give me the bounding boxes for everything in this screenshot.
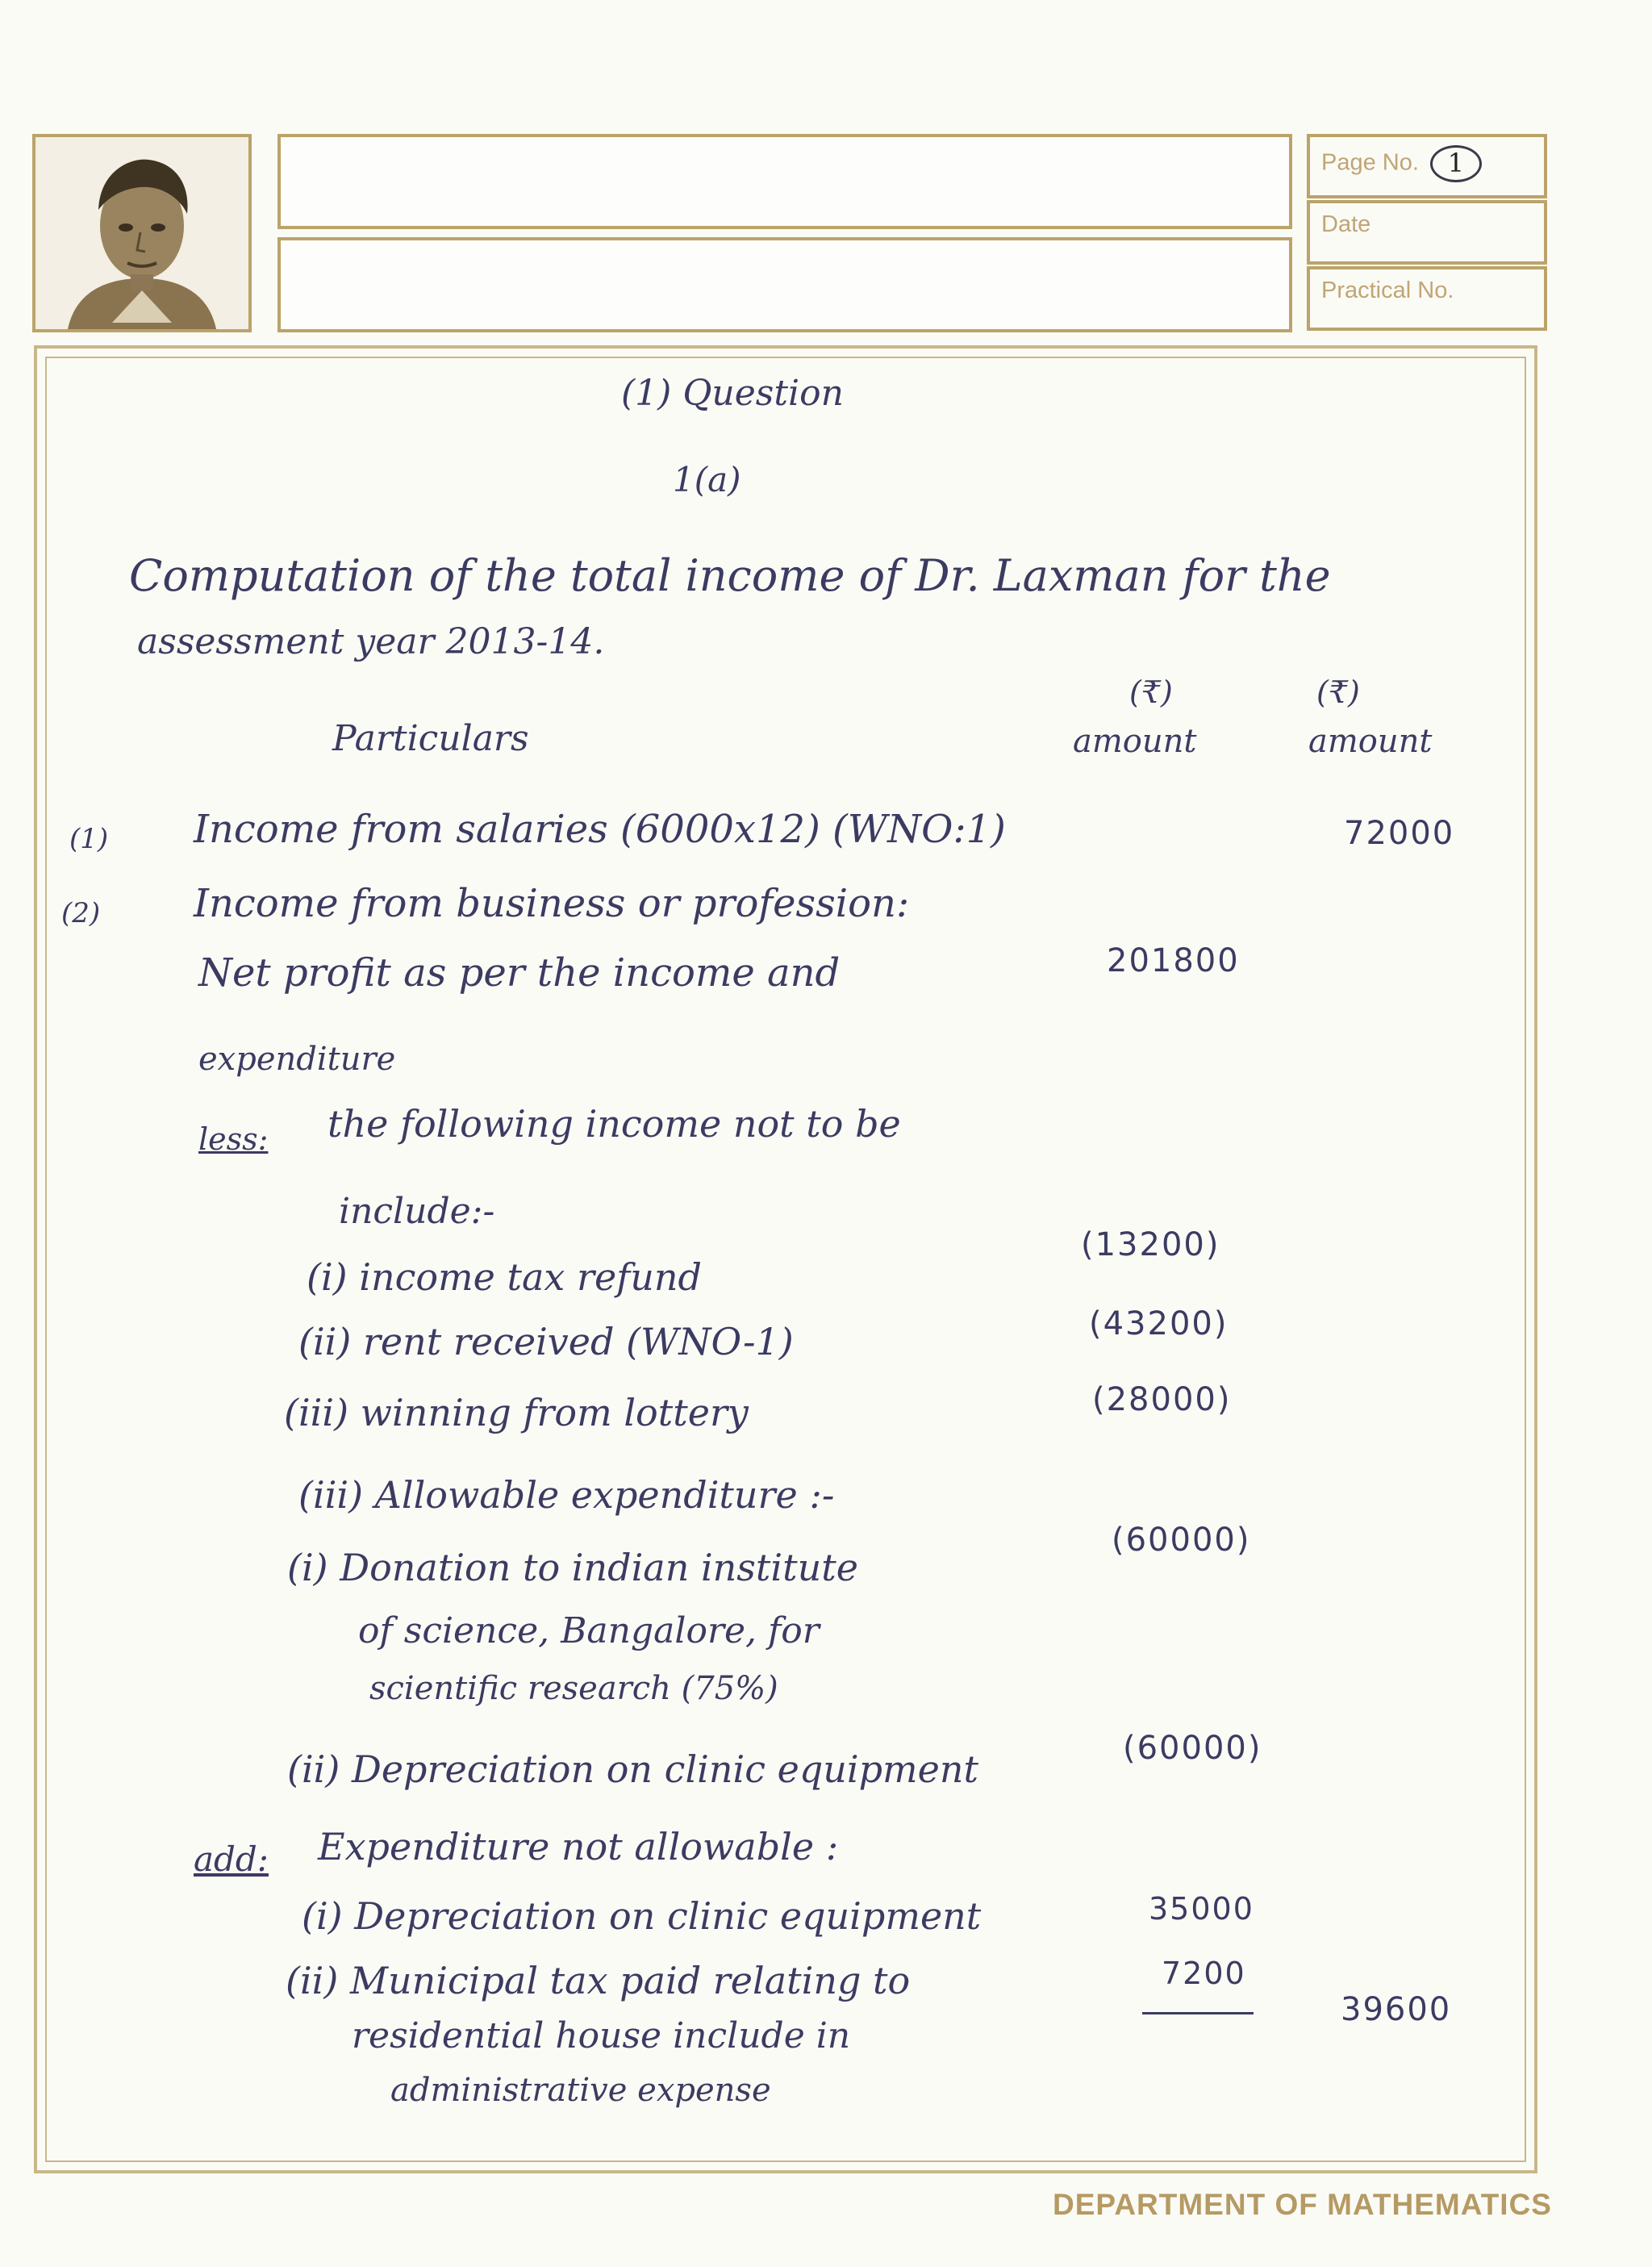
column2-symbol: (₹) — [1316, 674, 1360, 710]
column1-symbol: (₹) — [1129, 674, 1173, 710]
row-amount-col2: 39600 — [1341, 1991, 1452, 2028]
row-text: Income from salaries (6000x12) (WNO:1) — [194, 807, 1006, 852]
row-prefix-add: add: — [194, 1839, 269, 1879]
page-no-box — [1307, 134, 1547, 198]
column2-label: amount — [1308, 723, 1433, 760]
date-box — [1307, 200, 1547, 265]
practical-no-box — [1307, 266, 1547, 331]
department-footer: DEPARTMENT OF MATHEMATICS — [1052, 2188, 1552, 2221]
subtotal-rule — [1142, 2012, 1254, 2014]
row-amount-col1: (43200) — [1089, 1305, 1229, 1342]
row-marker: (2) — [61, 897, 101, 929]
row-text: administrative expense — [390, 2072, 771, 2109]
row-text: Expenditure not allowable : — [318, 1825, 839, 1868]
portrait-image — [35, 137, 248, 329]
page-no-label: Page No. — [1321, 149, 1419, 176]
row-amount-col1: (60000) — [1123, 1730, 1262, 1767]
row-text: (ii) Depreciation on clinic equipment — [287, 1747, 978, 1791]
column-header-particulars: Particulars — [332, 718, 529, 759]
practical-no-label: Practical No. — [1321, 278, 1454, 303]
title-line-2: assessment year 2013-14. — [137, 621, 605, 662]
row-text: Income from business or profession: — [194, 881, 910, 926]
date-label: Date — [1321, 211, 1371, 237]
row-text: (ii) Municipal tax paid relating to — [286, 1959, 911, 2002]
row-amount-col1: 35000 — [1149, 1891, 1254, 1927]
row-text: include:- — [339, 1191, 495, 1232]
header-field-top — [277, 134, 1292, 229]
row-amount-col1: 201800 — [1107, 942, 1240, 979]
row-text: Net profit as per the income and — [198, 950, 841, 996]
title-line-1: Computation of the total income of Dr. Laxman for the — [129, 550, 1331, 601]
row-text: the following income not to be — [327, 1102, 901, 1146]
row-text: expenditure — [198, 1041, 396, 1078]
question-subheading: 1(a) — [673, 460, 741, 499]
question-heading: (1) Question — [621, 373, 844, 414]
row-text: (ⅲ) Allowable expenditure :- — [298, 1473, 835, 1517]
row-amount-col1: (13200) — [1081, 1226, 1220, 1263]
page-no-value: 1 — [1430, 145, 1482, 182]
row-text: (iii) winning from lottery — [284, 1391, 749, 1434]
row-text: (i) Depreciation on clinic equipment — [302, 1894, 982, 1938]
row-amount-col1: 7200 — [1162, 1956, 1246, 1991]
row-text: of science, Bangalore, for — [358, 1610, 820, 1651]
row-text: (i) Donation to indian institute — [287, 1546, 858, 1589]
row-amount-col1: (60000) — [1112, 1522, 1251, 1559]
column1-label: amount — [1073, 723, 1197, 760]
row-amount-col2: 72000 — [1344, 815, 1455, 852]
row-text: (i) income tax refund — [307, 1255, 702, 1299]
portrait-photo — [32, 134, 252, 332]
row-text: residential house include in — [352, 2015, 851, 2056]
row-prefix-less: less: — [198, 1121, 269, 1157]
row-amount-col1: (28000) — [1092, 1381, 1232, 1418]
row-text: (ii) rent received (WNO-1) — [298, 1320, 794, 1363]
row-marker: (1) — [69, 823, 109, 855]
row-text: scientific research (75%) — [369, 1670, 778, 1707]
header-field-bottom — [277, 237, 1292, 332]
